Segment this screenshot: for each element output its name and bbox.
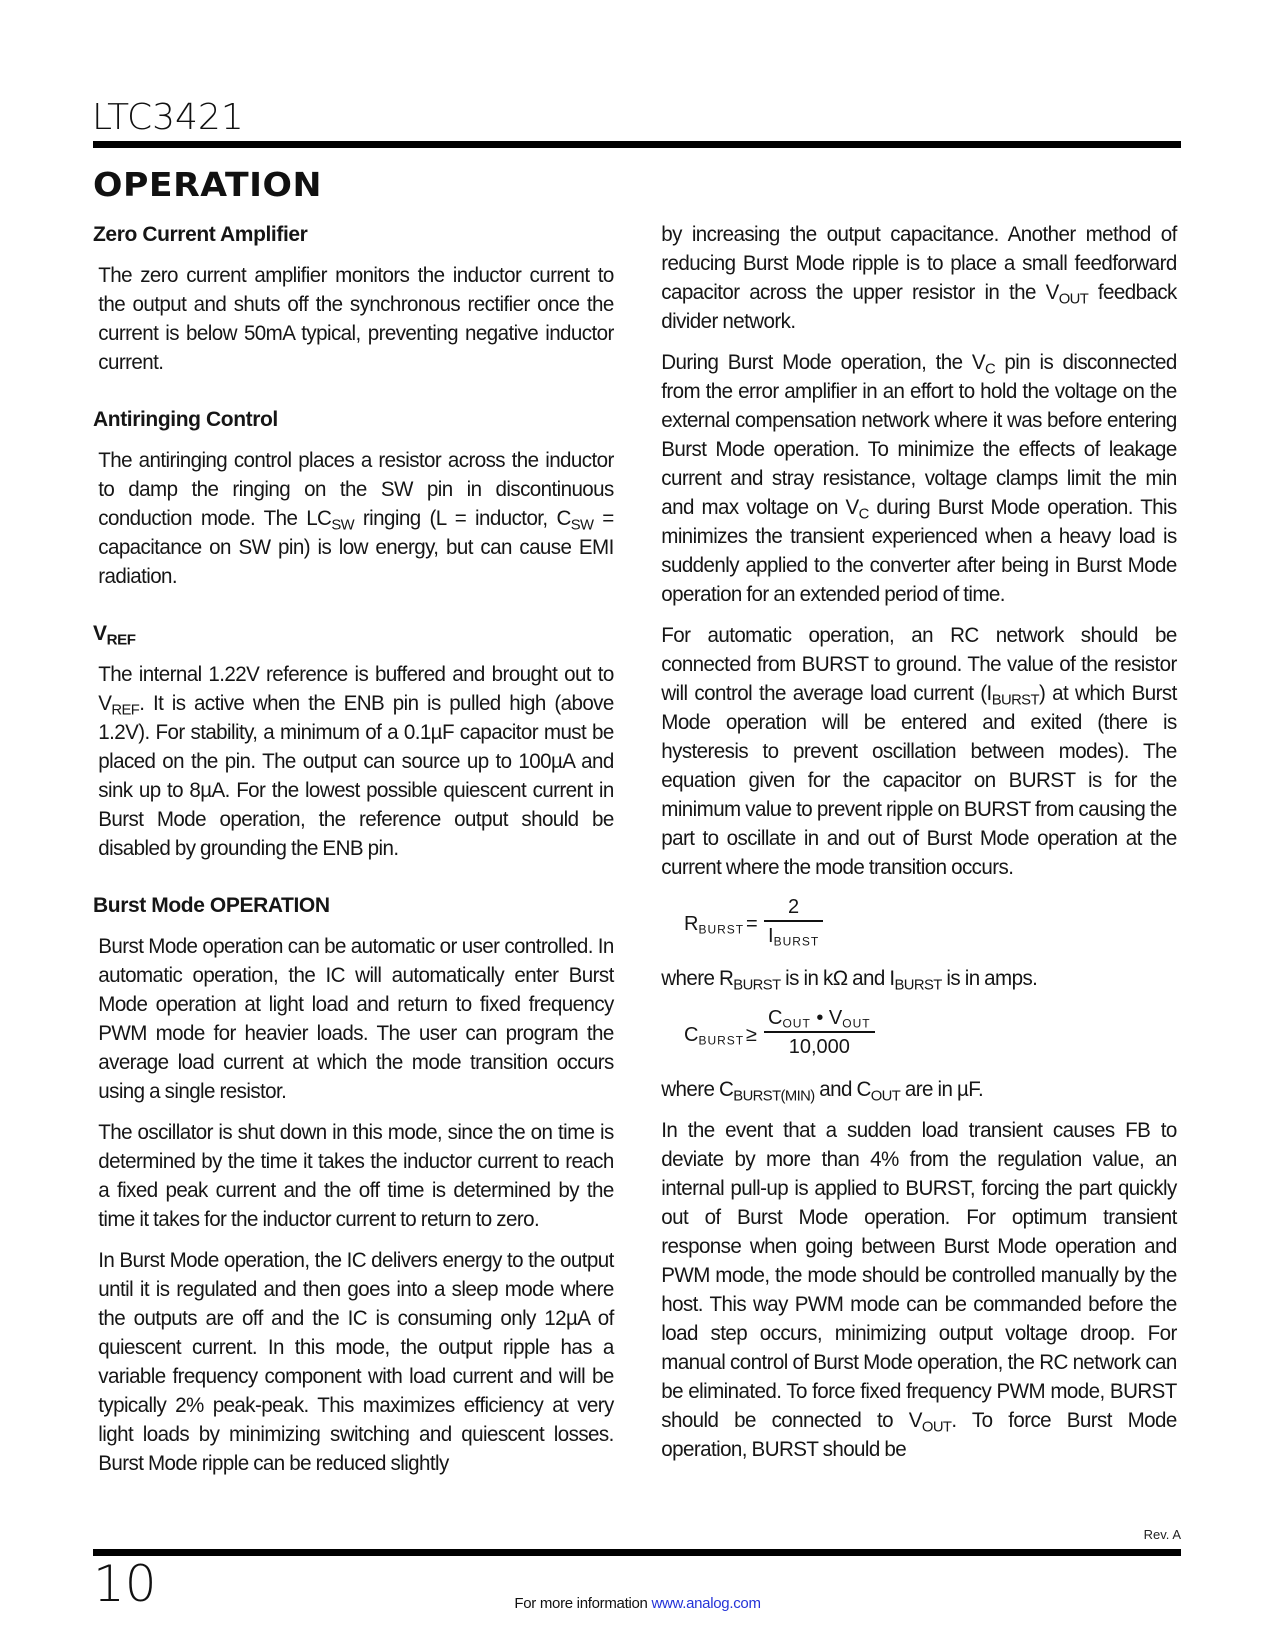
text-run: The antiringing control places a resistor across the inductor to damp the ringing on the SW pin in discontinuous conduction mode. The LC [98, 449, 614, 530]
denominator [764, 922, 823, 950]
footer-rule [93, 1549, 1181, 1556]
footer-text: For more information [514, 1595, 652, 1612]
denominator: 10,000 [788, 1035, 850, 1058]
heading-vref [93, 619, 619, 648]
heading-antiringing-control: Antiringing Control [93, 408, 278, 431]
paragraph-ripple [661, 220, 1176, 336]
equation-rburst [684, 894, 1182, 956]
text-run: C [684, 1024, 699, 1046]
text-run: = capacitance on SW pin) is low energy, but can cause EMI radiation. [98, 507, 614, 588]
text-run: . To force Burst Mode operation, BURST should be [661, 1409, 1177, 1461]
text-run: pin is disconnected from the error amplifier in an effort to hold the voltage on the external compensation network where it was before entering Burst Mode operation. To minimize the effects of leakage current and stray resistance, voltage clamps limit the min and max voltage on V [661, 351, 1177, 519]
paragraph-vc-pin [661, 348, 1176, 609]
subscript: SW [570, 516, 594, 534]
part-number: LTC3421 [92, 97, 244, 138]
subscript: OUT [1058, 290, 1089, 308]
subscript: OUT [782, 1016, 811, 1031]
text-run: In the event that a sudden load transient causes FB to deviate by more than 4% from the regulation value, an internal pull-up is applied to BURST, forcing the part quickly out of Burst Mode operation. For optimum transient response when going between Burst Mode operation and PWM mode, the mode should be controlled manually by the host. This way PWM mode can be commanded before the load step occurs, minimizing output voltage droop. For manual control of Burst Mode operation, the RC network can be eliminated. To force fixed frequency PWM mode, BURST should be connected to V [661, 1119, 1177, 1432]
subscript: BURST [698, 1033, 745, 1048]
subscript: C [858, 505, 869, 523]
text-run: V [828, 1007, 843, 1029]
paragraph-burst-1: Burst Mode operation can be automatic or user controlled. In automatic operation, the IC will automatically enter Burst Mode operation at light load and return to fixed frequency PWM mode for heavier loads. The user can program the average load current at which the mode transition occurs using a single resistor. [98, 935, 614, 1103]
text-run: during Burst Mode operation. This minimizes the transient experienced when a heavy load is suddenly applied to the converter after being in Burst Mode operation for an extended period of time. [661, 496, 1177, 606]
subscript: BURST [698, 922, 745, 937]
equation-operator: = [746, 913, 758, 935]
equation-cburst [684, 1005, 1182, 1067]
footer-info [0, 1595, 1275, 1612]
subscript: REF [111, 701, 140, 719]
text-run: are in µF. [900, 1078, 984, 1101]
heading-zero-current-amplifier: Zero Current Amplifier [93, 223, 308, 246]
subscript: BURST [894, 976, 942, 994]
paragraph-antiringing [98, 446, 613, 591]
text-run: ) at which Burst Mode operation will be entered and exited (there is hysteresis to prevent oscillation between modes). The equation given for the capacitor on BURST is for the minimum value to prevent ripple on BURST from causing the part to oscillate in and out of Burst Mode operation at the current where the mode transition occurs. [661, 682, 1177, 879]
text-run: R [684, 913, 699, 935]
paragraph-where-rburst [661, 964, 1176, 993]
text-run: and C [814, 1078, 871, 1101]
text-run: The internal 1.22V reference is buffered and brought out to V [98, 663, 614, 715]
section-title: OPERATION [93, 165, 323, 204]
subscript: OUT [870, 1087, 901, 1105]
equation-lhs [684, 910, 744, 939]
text-run: feedback divider network. [661, 281, 1177, 333]
equation-fraction [764, 1005, 875, 1061]
text-run: where C [661, 1078, 734, 1101]
text-run: . It is active when the ENB pin is pulled high (above 1.2V). For stability, a minimum of a 0.1µF capacitor must be placed on the pin. The output can source up to 100µA and sink up to 8µA. For the lowest possible quiescent current in Burst Mode operation, the reference output should be disabled by grounding the ENB pin. [98, 692, 614, 860]
paragraph-burst-2: The oscillator is shut down in this mode, since the on time is determined by the time it takes the inductor current to reach a fixed peak current and the off time is determined by the time it takes for the inductor current to return to zero. [98, 1121, 614, 1231]
text-run: • [810, 1007, 829, 1029]
subscript: BURST(MIN) [733, 1087, 815, 1105]
text-run: is in amps. [941, 967, 1038, 990]
text-run: is in kΩ and I [780, 967, 895, 990]
revision-label: Rev. A [1143, 1527, 1181, 1542]
text-run: During Burst Mode operation, the V [661, 351, 985, 374]
heading-burst-mode-operation: Burst Mode OPERATION [93, 894, 330, 917]
text-run: I [768, 924, 774, 947]
left-column [93, 220, 619, 1490]
text-run: For automatic operation, an RC network should be connected from BURST to ground. The value of the resistor will control the average load current (I [661, 624, 1177, 705]
paragraph-load-transient [661, 1116, 1176, 1464]
subscript: OUT [921, 1418, 952, 1436]
website-link[interactable]: www.analog.com [651, 1595, 761, 1612]
subscript: OUT [842, 1016, 871, 1031]
paragraph-automatic-operation [661, 621, 1176, 882]
paragraph-burst-3: In Burst Mode operation, the IC delivers energy to the output until it is regulated and then goes into a sleep mode where the outputs are off and the IC is consuming only 12µA of quiescent current. In this mode, the output ripple has a variable frequency component with load current and will be typically 2% peak-peak. This maximizes efficiency at very light loads by minimizing switching and quiescent losses. Burst Mode ripple can be reduced slightly [98, 1249, 614, 1475]
subscript: BURST [991, 691, 1039, 709]
equation-fraction [764, 894, 823, 950]
subscript: C [984, 360, 996, 378]
paragraph-zero-current: The zero current amplifier monitors the inductor current to the output and shuts off the synchronous rectifier once the current is below 50mA typical, preventing negative inductor current. [98, 264, 614, 374]
subscript: BURST [773, 934, 820, 949]
paragraph-where-cburst [661, 1075, 1176, 1104]
subscript: REF [106, 631, 136, 649]
right-column [656, 220, 1182, 1476]
subscript: BURST [733, 976, 781, 994]
page-number: 10 [93, 1555, 157, 1613]
numerator [764, 1005, 875, 1031]
numerator: 2 [788, 896, 800, 918]
equation-lhs [684, 1021, 744, 1050]
text-run: V [93, 622, 107, 645]
text-run: ringing (L = inductor, C [354, 507, 571, 530]
paragraph-vref [98, 660, 613, 863]
text-run: by increasing the output capacitance. Another method of reducing Burst Mode ripple is to place a small feedforward capacitor across the upper resistor in the V [661, 223, 1177, 304]
equation-operator: ≥ [746, 1024, 757, 1046]
subscript: SW [331, 516, 355, 534]
text-run: C [768, 1007, 783, 1029]
text-run: where R [661, 967, 734, 990]
header-rule [93, 141, 1181, 148]
